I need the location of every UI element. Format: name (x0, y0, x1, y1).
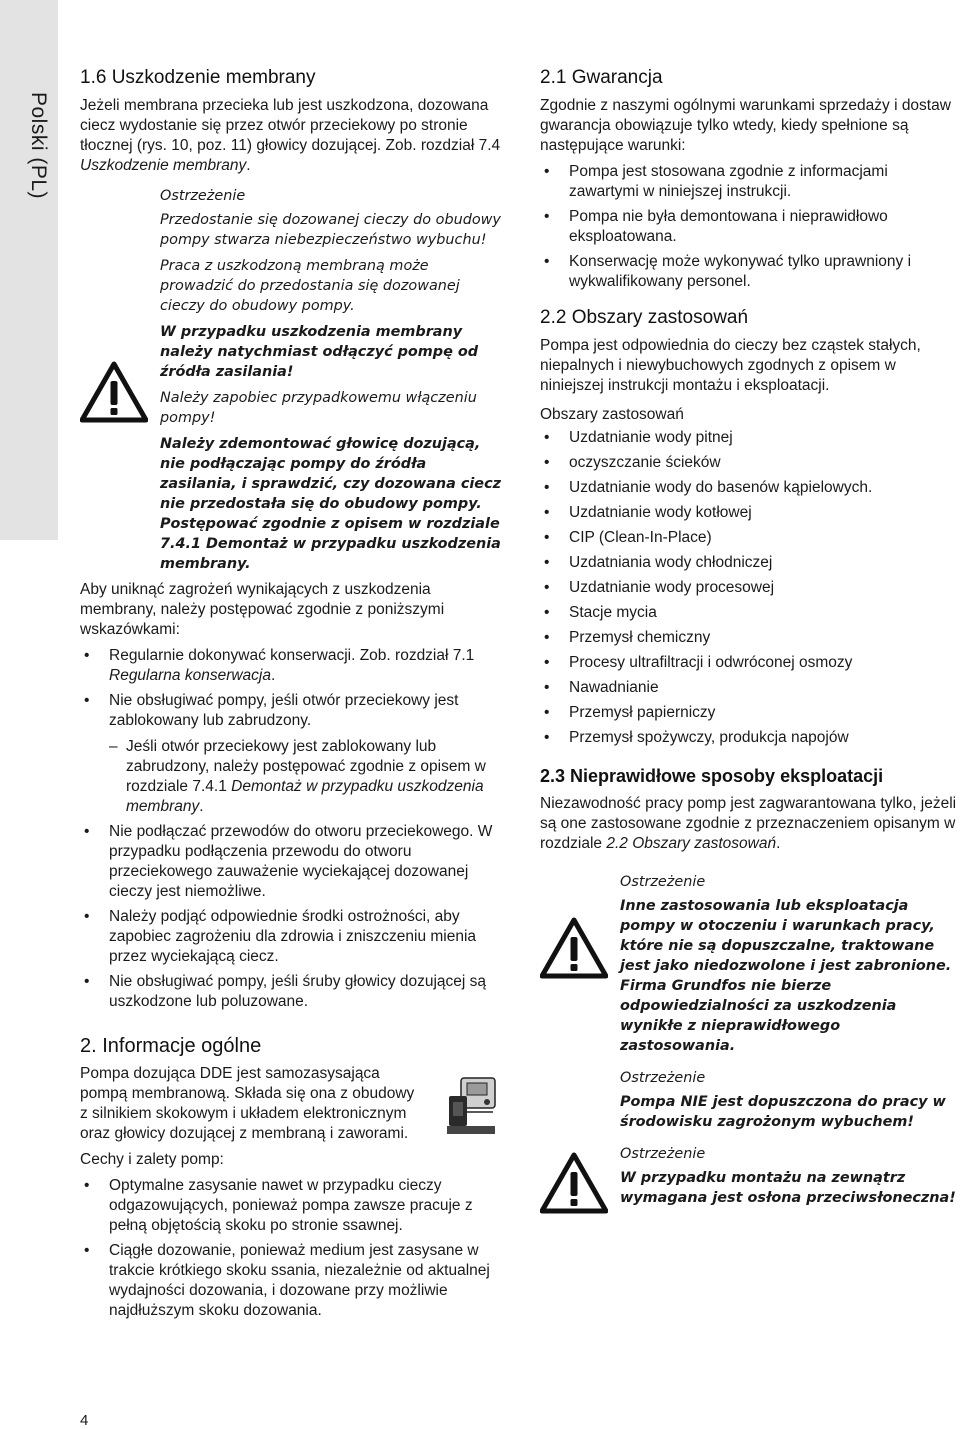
list-item: • Nie obsługiwać pompy, jeśli otwór przeciekowy jest zablokowany lub zabrudzony. (80, 691, 505, 731)
application-item: • Procesy ultrafiltracji i odwróconej osmozy (540, 653, 960, 673)
list-subitem: – Jeśli otwór przeciekowy jest zablokowany lub zabrudzony, należy postępować zgodnie z opisem w rozdziale 7.4.1 Demontaż w przypadku uszkodzenia membrany. (80, 737, 505, 817)
application-item: • Uzdatnianie wody do basenów kąpielowych. (540, 478, 960, 498)
side-tab (0, 0, 58, 540)
bullet-list (80, 822, 505, 1012)
section-title-2-2: 2.2 Obszary zastosowań (540, 307, 749, 328)
list-item: • Konserwację może wykonywać tylko uprawniony i wykwalifikowany personel. (540, 252, 960, 292)
warning-text: W przypadku montażu na zewnątrz wymagana jest osłona przeciwsłoneczna! (620, 1170, 956, 1206)
warning-block (540, 872, 960, 1056)
subheading: Obszary zastosowań (540, 406, 684, 423)
list-item: • Pompa nie była demontowana i nieprawidłowo eksploatowana. (540, 207, 960, 247)
warning-triangle-icon (540, 917, 608, 979)
application-item: • Przemysł papierniczy (540, 703, 960, 723)
warning-text: Przedostanie się dozowanej cieczy do obudowy pompy stwarza niebezpieczeństwo wybuchu! (160, 212, 501, 248)
section-title-2-3: 2.3 Nieprawidłowe sposoby eksploatacji (540, 766, 884, 786)
paragraph: Niezawodność pracy pomp jest zagwarantowana tylko, jeżeli są one zastosowane zgodnie z przeznaczeniem opisanym w rozdziale 2.2 Obszary zastosowań. (540, 795, 957, 852)
warning-text: Należy zapobiec przypadkowemu włączeniu pompy! (160, 390, 477, 426)
list-item: • Ciągłe dozowanie, ponieważ medium jest zasysane w trakcie krótkiego skoku ssania, niezależnie od aktualnej wydajności dozowania, i dozowane przy możliwie najdłuższym skoku dozowania. (80, 1241, 505, 1321)
warning-text: W przypadku uszkodzenia membrany należy natychmiast odłączyć pompę od źródła zasilania! (160, 324, 479, 380)
list-item: • Nie obsługiwać pompy, jeśli śruby głowicy dozującej są uszkodzone lub poluzowane. (80, 972, 505, 1012)
list-item: • Należy podjąć odpowiednie środki ostrożności, aby zapobiec zagrożeniu dla zdrowia i zniszczeniu mienia przez wyciekającą ciecz. (80, 907, 505, 967)
paragraph: Pompa dozująca DDE jest samozasysająca pompą membranową. Składa się ona z obudowy z silnikiem skokowym i układem elektronicznym oraz głowicy dozującej z membraną i zaworami. (80, 1065, 415, 1142)
applications-list (540, 428, 960, 748)
warning-triangle-icon (540, 1152, 608, 1214)
application-item: • Uzdatnianie wody procesowej (540, 578, 960, 598)
warning-text: Praca z uszkodzoną membraną może prowadzić do przedostania się dozowanej cieczy do obudowy pompy. (160, 258, 460, 314)
application-item: • Nawadnianie (540, 678, 960, 698)
warning-text: Inne zastosowania lub eksploatacja pompy w otoczeniu i warunkach pracy, które nie są dopuszczalne, traktowane jest jako niedozwolone i jest zabronione. Firma Grundfos nie bierze odpowiedzialności za uszkodzenia wynikłe z nieprawidłowego zastosowania. (620, 898, 952, 1054)
bullet-list (80, 646, 505, 731)
bullet-list (540, 162, 960, 292)
paragraph: Pompa jest odpowiednia do cieczy bez cząstek stałych, niepalnych i niewybuchowych zgodnych z opisem w niniejszej instrukcji montażu i eksploatacji. (540, 337, 921, 394)
right-column (540, 60, 960, 1214)
application-item: • Uzdatniania wody chłodniczej (540, 553, 960, 573)
paragraph: Zgodnie z naszymi ogólnymi warunkami sprzedaży i dostaw gwarancja obowiązuje tylko wtedy, kiedy spełnione są następujące warunki: (540, 97, 951, 154)
list-item: • Regularnie dokonywać konserwacji. Zob. rozdział 7.1 Regularna konserwacja. (80, 646, 505, 686)
warning-title: Ostrzeżenie (620, 1146, 706, 1162)
paragraph: Cechy i zalety pomp: (80, 1151, 224, 1168)
paragraph: Aby uniknąć zagrożeń wynikających z uszkodzenia membrany, należy postępować zgodnie z poniższymi wskazówkami: (80, 581, 445, 638)
paragraph: Jeżeli membrana przecieka lub jest uszkodzona, dozowana ciecz wydostanie się przez otwór przeciekowy po stronie tłocznej (rys. 10, poz. 11) głowicy dozującej. Zob. rozdział 7.4 Uszkodzenie membrany. (80, 97, 501, 174)
warning-title: Ostrzeżenie (620, 1070, 706, 1086)
application-item: • Uzdatnianie wody pitnej (540, 428, 960, 448)
section-title-2: 2. Informacje ogólne (80, 1035, 262, 1057)
language-tab-label: Polski (PL) (27, 92, 50, 200)
list-item: • Nie podłączać przewodów do otworu przeciekowego. W przypadku podłączenia przewodu do otworu przeciekowego zauważenie wyciekającej dozowanej cieczy jest niemożliwe. (80, 822, 505, 902)
application-item: • Uzdatnianie wody kotłowej (540, 503, 960, 523)
list-item: • Optymalne zasysanie nawet w przypadku cieczy odgazowujących, ponieważ pompa zawsze pracuje z pełną objętością skoku po stronie ssawnej. (80, 1176, 505, 1236)
bullet-list (80, 1176, 505, 1321)
application-item: • CIP (Clean-In-Place) (540, 528, 960, 548)
section-title-2-1: 2.1 Gwarancja (540, 67, 663, 88)
left-column (80, 60, 505, 1327)
warning-text: Należy zdemontować głowicę dozującą, nie podłączając pompy do źródła zasilania, i sprawdzić, czy dozowana ciecz nie przedostała się do obudowy pompy. Postępować zgodnie z opisem w rozdziale 7.4.1 Demontaż w przypadku uszkodzenia membrany. (160, 436, 501, 572)
application-item: • Przemysł chemiczny (540, 628, 960, 648)
warning-block (540, 1144, 960, 1208)
warning-title: Ostrzeżenie (620, 874, 706, 890)
warning-text: Pompa NIE jest dopuszczona do pracy w środowisku zagrożonym wybuchem! (620, 1094, 946, 1130)
warning-block (80, 186, 505, 574)
section-title-1-6: 1.6 Uszkodzenie membrany (80, 67, 316, 88)
application-item: • Przemysł spożywczy, produkcja napojów (540, 728, 960, 748)
page-number: 4 (80, 1412, 89, 1429)
warning-title: Ostrzeżenie (160, 188, 246, 204)
warning-block (540, 1068, 960, 1132)
dosing-pump-icon (443, 1074, 503, 1138)
list-item: • Pompa jest stosowana zgodnie z informacjami zawartymi w niniejszej instrukcji. (540, 162, 960, 202)
application-item: • Stacje mycia (540, 603, 960, 623)
warning-triangle-icon (80, 361, 148, 423)
application-item: • oczyszczanie ścieków (540, 453, 960, 473)
